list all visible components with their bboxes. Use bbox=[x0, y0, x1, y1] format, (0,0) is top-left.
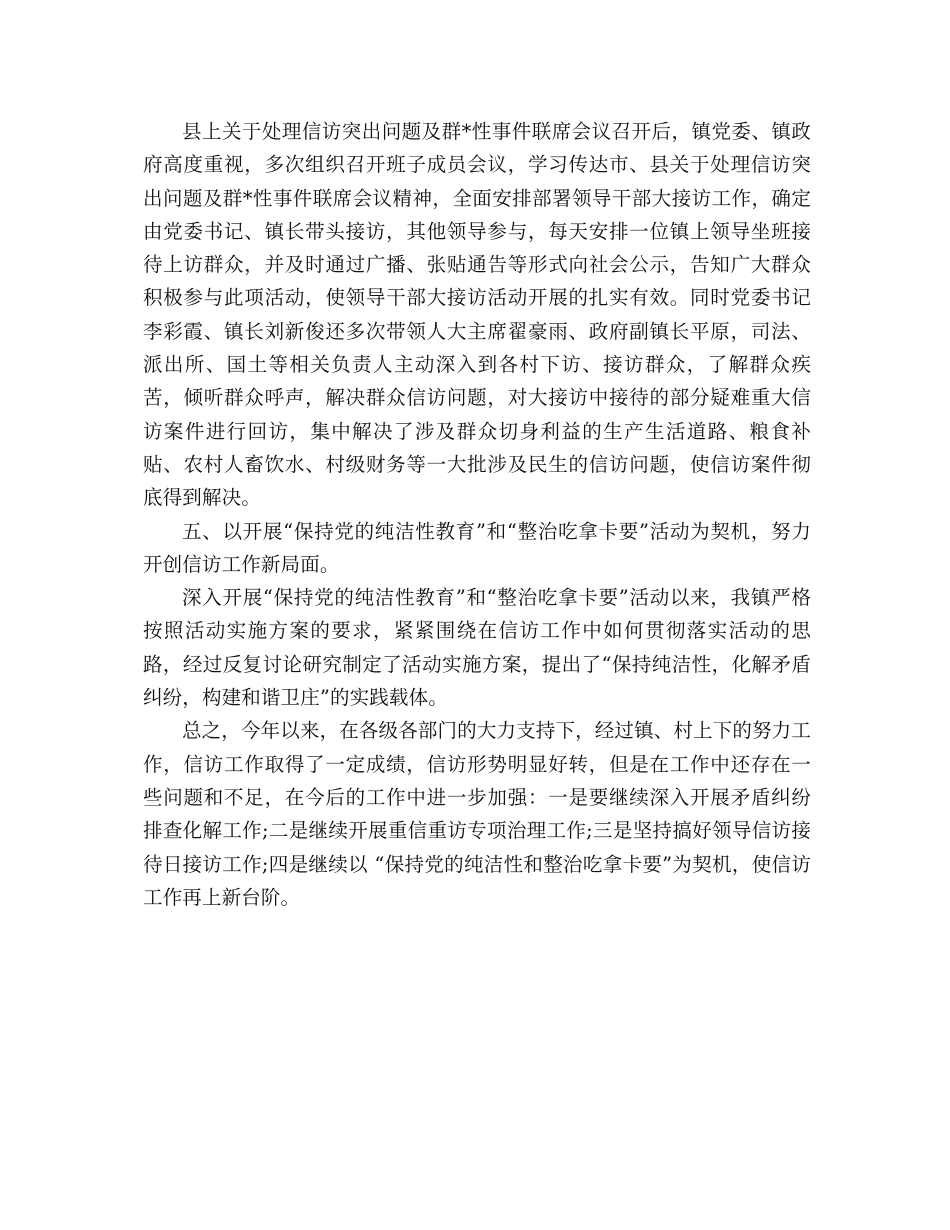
paragraph-campaign-implementation: 深入开展“保持党的纯洁性教育”和“整治吃拿卡要”活动以来，我镇严格按照活动实施方案的要求，紧紧围绕在信访工作中如何贯彻落实活动的思路，经过反复讨论研究制定了活动实施方案，提出了“保持纯洁性，化解矛盾纠纷，构建和谐卫庄”的实践载体。 bbox=[143, 586, 811, 710]
paragraph-letter-visits-meeting: 县上关于处理信访突出问题及群*性事件联席会议召开后，镇党委、镇政府高度重视，多次组织召开班子成员会议，学习传达市、县关于处理信访突出问题及群*性事件联席会议精神，全面安排部署领导干部大接访工作，确定由党委书记、镇长带头接访，其他领导参与，每天安排一位镇上领导坐班接待上访群众，并及时通过广播、张贴通告等形式向社会公示，告知广大群众积极参与此项活动，使领导干部大接访活动开展的扎实有效。同时党委书记李彩霞、镇长刘新俊还多次带领人大主席翟豪雨、政府副镇长平原，司法、派出所、国土等相关负责人主动深入到各村下访、接访群众，了解群众疾苦，倾听群众呼声，解决群众信访问题，对大接访中接待的部分疑难重大信访案件进行回访，集中解决了涉及群众切身利益的生产生活道路、粮食补贴、农村人畜饮水、村级财务等一大批涉及民生的信访问题，使信访案件彻底得到解决。 bbox=[143, 120, 811, 510]
paragraph-section-five-heading: 五、以开展“保持党的纯洁性教育”和“整治吃拿卡要”活动为契机，努力开创信访工作新局面。 bbox=[143, 519, 811, 576]
document-body bbox=[143, 115, 811, 914]
paragraph-summary: 总之，今年以来，在各级各部门的大力支持下，经过镇、村上下的努力工作，信访工作取得了一定成绩，信访形势明显好转，但是在工作中还存在一些问题和不足，在今后的工作中进一步加强：一是要继续深入开展矛盾纠纷排查化解工作;二是继续开展重信重访专项治理工作;三是坚持搞好领导信访接待日接访工作;四是继续以 “保持党的纯洁性和整治吃拿卡要”为契机，使信访工作再上新台阶。 bbox=[143, 719, 811, 909]
